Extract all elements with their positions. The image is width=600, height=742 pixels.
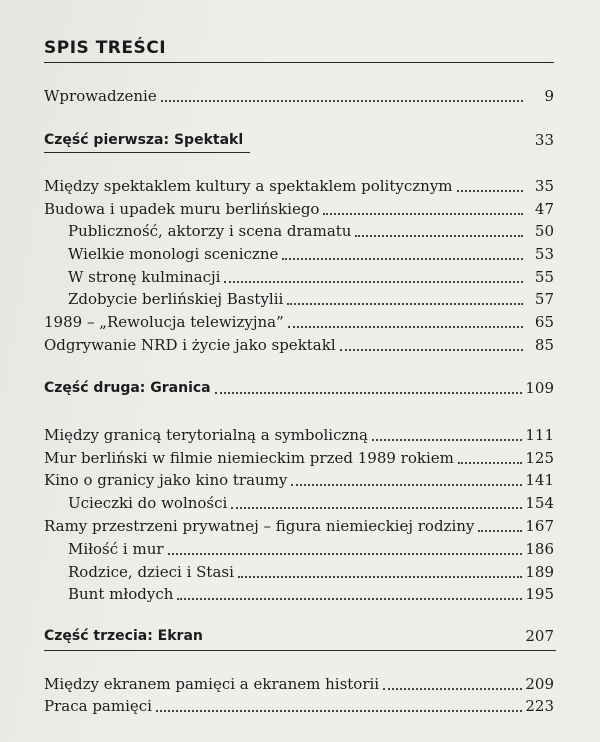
entry-page: 141 xyxy=(525,471,554,489)
dot-leader xyxy=(215,382,523,394)
entry-page: 223 xyxy=(525,697,554,715)
toc-subentry xyxy=(68,219,554,241)
dot-leader xyxy=(457,180,523,192)
entry-title: Ucieczki do wolności xyxy=(68,494,228,512)
entry-title: Rodzice, dzieci i Stasi xyxy=(68,563,234,581)
toc-entry xyxy=(44,197,554,219)
entry-page: 195 xyxy=(525,585,554,603)
entry-page: 47 xyxy=(534,200,554,218)
toc-entry-intro xyxy=(44,84,554,106)
toc-entry xyxy=(44,672,554,694)
toc-subentry xyxy=(68,582,554,604)
toc-entry xyxy=(44,333,554,355)
dot-leader xyxy=(372,429,522,441)
entry-title: Między ekranem pamięci a ekranem historii xyxy=(44,675,380,693)
entry-title: Mur berliński w filmie niemieckim przed 1989 rokiem xyxy=(44,449,454,467)
entry-page: 167 xyxy=(525,517,554,535)
toc-heading: SPIS TREŚCI xyxy=(44,38,167,58)
toc-part-2 xyxy=(44,376,554,398)
toc-subentry xyxy=(68,491,554,513)
dot-leader xyxy=(340,339,523,351)
dot-leader xyxy=(224,271,523,283)
entry-page: 53 xyxy=(534,245,554,263)
entry-page: 209 xyxy=(525,675,554,693)
part-title: Część trzecia: Ekran xyxy=(44,628,203,644)
part-title: Część pierwsza: Spektakl xyxy=(44,132,244,148)
toc-entry xyxy=(44,514,554,536)
dot-leader xyxy=(287,293,523,305)
entry-title: Praca pamięci xyxy=(44,697,152,715)
toc-subentry xyxy=(68,265,554,287)
toc-subentry xyxy=(68,287,554,309)
dot-leader xyxy=(323,203,523,215)
part-title: Część druga: Granica xyxy=(44,380,211,396)
dot-leader xyxy=(291,474,522,486)
part-spacer xyxy=(207,632,522,642)
dot-leader xyxy=(288,316,523,328)
dot-leader xyxy=(177,588,522,600)
part-underline xyxy=(44,650,556,651)
toc-entry xyxy=(44,694,554,716)
entry-title: Kino o granicy jako kino traumy xyxy=(44,471,288,489)
entry-page: 189 xyxy=(525,563,554,581)
entry-title: Odgrywanie NRD i życie jako spektakl xyxy=(44,336,336,354)
entry-page: 57 xyxy=(534,290,554,308)
dot-leader xyxy=(168,543,523,555)
entry-title: Publiczność, aktorzy i scena dramatu xyxy=(68,222,352,240)
entry-title: Wielkie monologi sceniczne xyxy=(68,245,279,263)
entry-page: 35 xyxy=(534,177,554,195)
entry-page: 9 xyxy=(544,87,554,105)
toc-subentry xyxy=(68,242,554,264)
entry-page: 125 xyxy=(525,449,554,467)
dot-leader xyxy=(156,700,522,712)
dot-leader xyxy=(231,497,522,509)
toc-subentry xyxy=(68,560,554,582)
entry-title: Budowa i upadek muru berlińskiego xyxy=(44,200,320,218)
toc-part-3 xyxy=(44,624,554,646)
entry-page: 55 xyxy=(534,268,554,286)
entry-title: Między granicą terytorialną a symboliczną xyxy=(44,426,368,444)
dot-leader xyxy=(478,520,522,532)
entry-page: 111 xyxy=(525,426,554,444)
toc-entry xyxy=(44,310,554,332)
entry-title: W stronę kulminacji xyxy=(68,268,221,286)
dot-leader xyxy=(355,225,523,237)
entry-page: 154 xyxy=(525,494,554,512)
part-page: 33 xyxy=(534,131,554,149)
entry-title: Miłość i mur xyxy=(68,540,164,558)
toc-entry xyxy=(44,423,554,445)
entry-page: 85 xyxy=(534,336,554,354)
dot-leader xyxy=(238,566,522,578)
entry-page: 186 xyxy=(525,540,554,558)
heading-underline xyxy=(44,62,554,63)
part-underline xyxy=(44,152,250,153)
dot-leader xyxy=(282,248,523,260)
toc-entry xyxy=(44,446,554,468)
entry-title: 1989 – „Rewolucja telewizyjna” xyxy=(44,313,284,331)
toc-part-1 xyxy=(44,128,554,150)
part-page: 207 xyxy=(525,627,554,645)
entry-title: Między spektaklem kultury a spektaklem politycznym xyxy=(44,177,453,195)
entry-page: 65 xyxy=(534,313,554,331)
entry-title: Ramy przestrzeni prywatnej – figura niemieckiej rodziny xyxy=(44,517,475,535)
dot-leader xyxy=(161,90,523,102)
toc-entry xyxy=(44,174,554,196)
entry-title: Zdobycie berlińskiej Bastylii xyxy=(68,290,284,308)
dot-leader xyxy=(458,452,523,464)
toc-subentry xyxy=(68,537,554,559)
entry-page: 50 xyxy=(534,222,554,240)
part-page: 109 xyxy=(525,379,554,397)
entry-title: Wprowadzenie xyxy=(44,87,157,105)
part-spacer xyxy=(247,136,523,146)
dot-leader xyxy=(383,678,522,690)
entry-title: Bunt młodych xyxy=(68,585,174,603)
toc-entry xyxy=(44,468,554,490)
